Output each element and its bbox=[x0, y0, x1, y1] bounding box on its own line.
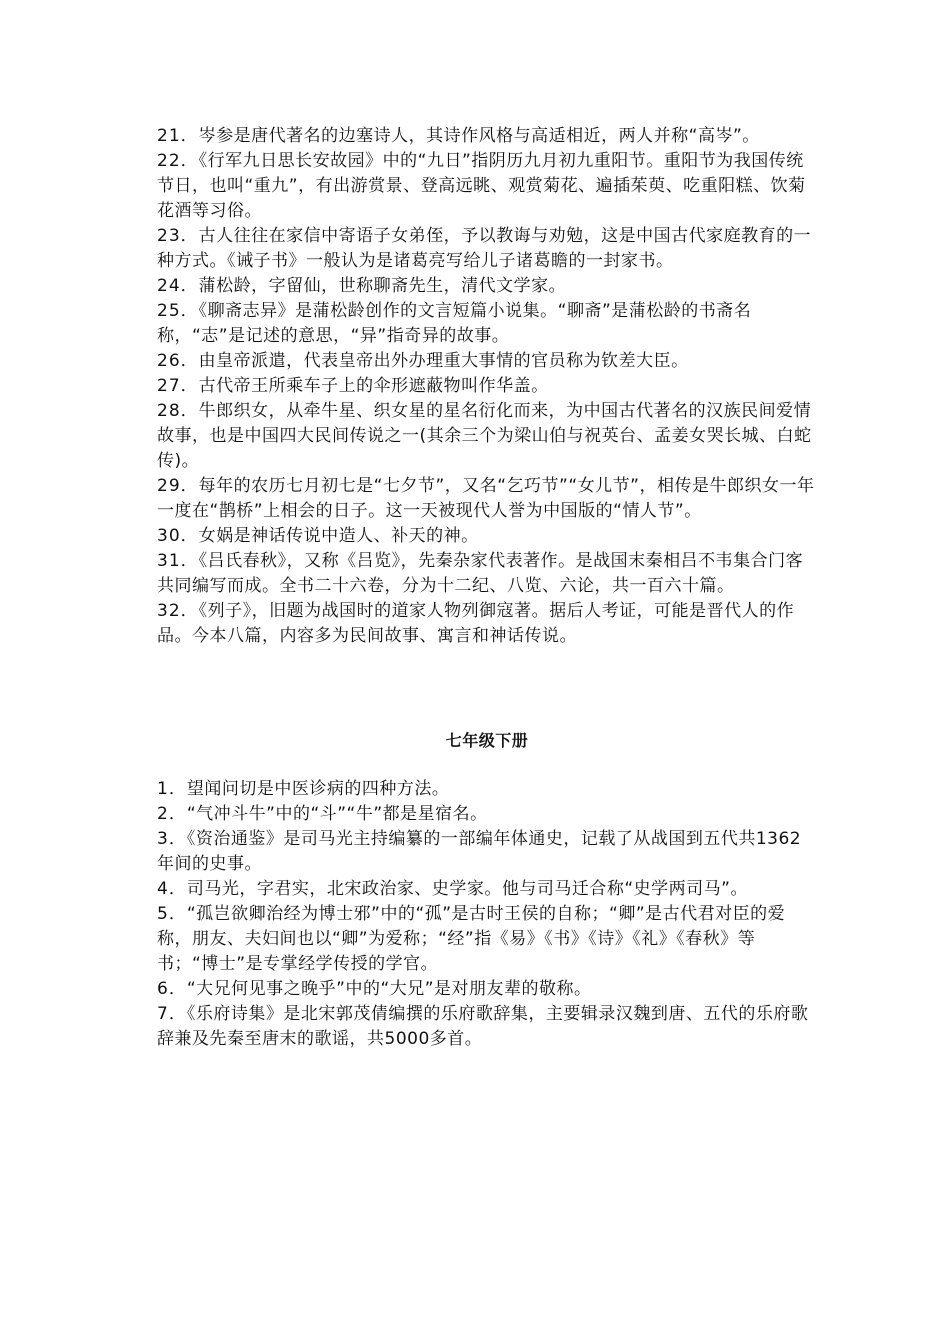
item-number: 26． bbox=[157, 351, 199, 371]
list-item-3 bbox=[157, 827, 817, 877]
item-text: 《吕氏春秋》，又称《吕览》，先秦杂家代表著作。是战国末秦相吕不韦集合门客共同编写而成。全书二十六卷，分为十二纪、八览、六论，共一百六十篇。 bbox=[157, 551, 804, 596]
item-number: 28． bbox=[157, 401, 199, 421]
item-number: 1． bbox=[157, 779, 187, 799]
item-number: 27． bbox=[157, 376, 199, 396]
item-text: 《列子》，旧题为战国时的道家人物列御寇著。据后人考证，可能是晋代人的作品。今本八篇，内容多为民间故事、寓言和神话传说。 bbox=[157, 601, 795, 646]
list-item-27 bbox=[157, 374, 817, 399]
list-item-23 bbox=[157, 224, 817, 274]
list-item-7 bbox=[157, 1002, 817, 1052]
list-item-1 bbox=[157, 777, 817, 802]
list-item-29 bbox=[157, 474, 817, 524]
list-item-30 bbox=[157, 524, 817, 549]
list-item-22 bbox=[157, 149, 817, 224]
list-item-32 bbox=[157, 599, 817, 649]
list-item-24 bbox=[157, 274, 817, 299]
list-item-26 bbox=[157, 349, 817, 374]
item-text: 每年的农历七月初七是“七夕节”，又名“乞巧节”“女儿节”，相传是牛郎织女一年一度在“鹊桥”上相会的日子。这一天被现代人誉为中国版的“情人节”。 bbox=[157, 476, 815, 521]
item-text: 《乐府诗集》是北宋郭茂倩编撰的乐府歌辞集，主要辑录汉魏到唐、五代的乐府歌辞兼及先秦至唐末的歌谣，共5000多首。 bbox=[157, 1004, 809, 1049]
item-text: 《聊斋志异》是蒲松龄创作的文言短篇小说集。“聊斋”是蒲松龄的书斋名称，“志”是记述的意思，“异”指奇异的故事。 bbox=[157, 301, 752, 346]
item-text: 由皇帝派遣，代表皇帝出外办理重大事情的官员称为钦差大臣。 bbox=[198, 351, 689, 371]
section-literary-notes-part1 bbox=[157, 124, 817, 649]
item-number: 21． bbox=[157, 126, 199, 146]
list-item-5 bbox=[157, 902, 817, 977]
list-item-4 bbox=[157, 877, 817, 902]
item-text: 岑参是唐代著名的边塞诗人，其诗作风格与高适相近，两人并称“高岑”。 bbox=[198, 126, 760, 146]
item-number: 22． bbox=[157, 151, 199, 171]
item-text: “大兄何见事之晚乎”中的“大兄”是对朋友辈的敬称。 bbox=[186, 979, 592, 999]
list-item-28 bbox=[157, 399, 817, 474]
item-text: 古人往往在家信中寄语子女弟侄，予以教诲与劝勉，这是中国古代家庭教育的一种方式。《诫子书》一般认为是诸葛亮写给儿子诸葛瞻的一封家书。 bbox=[157, 226, 812, 271]
item-text: 蒲松龄，字留仙，世称聊斋先生，清代文学家。 bbox=[198, 276, 567, 296]
item-text: 《行军九日思长安故园》中的“九日”指阴历九月初九重阳节。重阳节为我国传统节日，也叫“重九”，有出游赏景、登高远眺、观赏菊花、遍插茱萸、吃重阳糕、饮菊花酒等习俗。 bbox=[157, 151, 806, 221]
item-number: 29． bbox=[157, 476, 199, 496]
list-item-21 bbox=[157, 124, 817, 149]
item-text: 古代帝王所乘车子上的伞形遮蔽物叫作华盖。 bbox=[198, 376, 549, 396]
item-text: 女娲是神话传说中造人、补天的神。 bbox=[198, 526, 479, 546]
list-item-2 bbox=[157, 802, 817, 827]
item-text: 牛郎织女，从牵牛星、织女星的星名衍化而来，为中国古代著名的汉族民间爱情故事，也是中国四大民间传说之一(其余三个为梁山伯与祝英台、孟姜女哭长城、白蛇传)。 bbox=[157, 401, 812, 471]
list-item-25 bbox=[157, 299, 817, 349]
item-number: 32． bbox=[157, 601, 199, 621]
list-item-6 bbox=[157, 977, 817, 1002]
item-number: 2． bbox=[157, 804, 187, 824]
item-text: 《资治通鉴》是司马光主持编纂的一部编年体通史，记载了从战国到五代共1362年间的史事。 bbox=[157, 829, 802, 874]
item-number: 30． bbox=[157, 526, 199, 546]
document-page bbox=[157, 124, 817, 1052]
section-grade7-volume2 bbox=[157, 777, 817, 1052]
item-number: 3． bbox=[157, 829, 187, 849]
list-item-31 bbox=[157, 549, 817, 599]
item-number: 4． bbox=[157, 879, 187, 899]
item-text: 望闻问切是中医诊病的四种方法。 bbox=[186, 779, 450, 799]
item-text: “气冲斗牛”中的“斗”“牛”都是星宿名。 bbox=[186, 804, 488, 824]
item-number: 7． bbox=[157, 1004, 187, 1024]
item-number: 5． bbox=[157, 904, 187, 924]
item-number: 25． bbox=[157, 301, 199, 321]
item-number: 24． bbox=[157, 276, 199, 296]
item-text: 司马光，字君实，北宋政治家、史学家。他与司马迁合称“史学两司马”。 bbox=[186, 879, 748, 899]
section-heading: 七年级下册 bbox=[445, 731, 529, 750]
item-text: “孤岂欲卿治经为博士邪”中的“孤”是古时王侯的自称；“卿”是古代君对臣的爱称，朋友、夫妇间也以“卿”为爱称；“经”指《易》《书》《诗》《礼》《春秋》等书；“博士”是专掌经学传授的学官。 bbox=[157, 904, 786, 974]
item-number: 23． bbox=[157, 226, 199, 246]
item-number: 31． bbox=[157, 551, 199, 571]
item-number: 6． bbox=[157, 979, 187, 999]
